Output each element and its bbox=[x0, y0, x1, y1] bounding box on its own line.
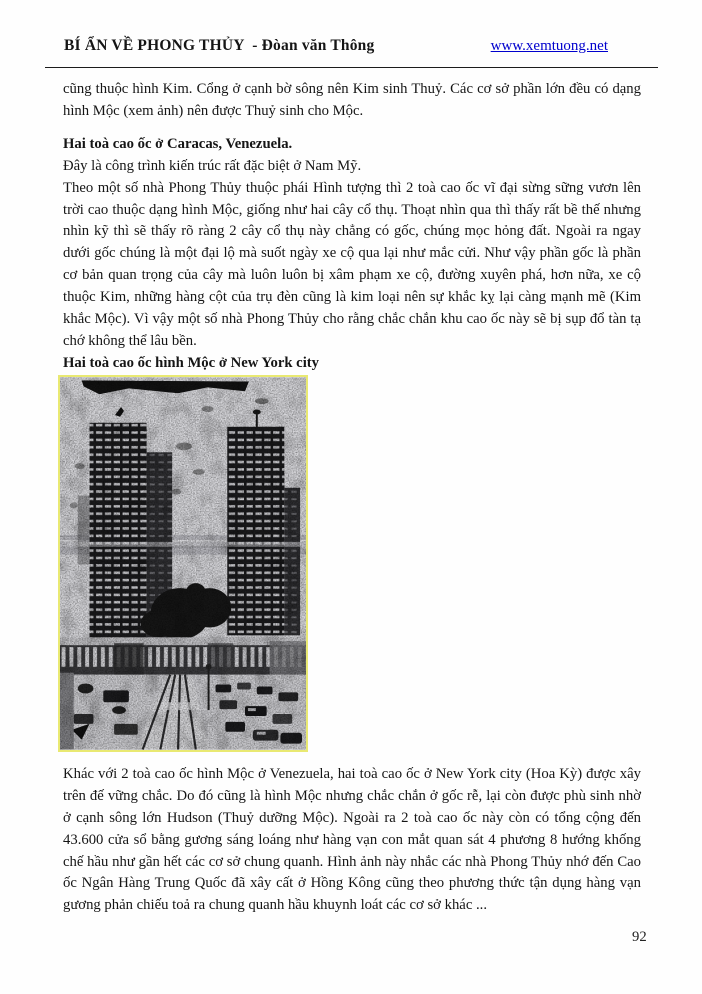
paragraph-caracas-analysis: Theo một số nhà Phong Thủy thuộc phái Hình tượng thì 2 toà cao ốc vĩ đại sừng sững vươn lên trời cao thuộc dạng hình Mộc, giống như hai cây cổ thụ. Thoạt nhìn qua thì thấy rất bề thế nhưng nhìn kỹ thì sẽ thấy rõ ràng 2 cây cổ thụ này chẳng có gốc, chúng mọc hỏng đất. Ngoài ra ngay dưới gốc chúng là một đại lộ mà suốt ngày xe cộ qua lại như mắc cửi. Như vậy phần gốc là phần cơ bản quan trọng của cây mà luôn luôn bị xâm phạm xe cộ, đường xuyên phá, hơn nữa, xe cộ thuộc Kim, những hàng cột của trụ đèn cũng là kim loại nên sự khắc kỵ lại càng mạnh mẽ (Kim khắc Mộc). Vì vậy một số nhà Phong Thủy cho rằng chắc chắn khu cao ốc này sẽ bị sụp đổ tàn tạ chớ không thể lâu bền. bbox=[63, 179, 641, 349]
document-body bbox=[63, 79, 641, 917]
paragraph-nam-my: Đây là công trình kiến trúc rất đặc biệt ở Nam Mỹ. bbox=[63, 157, 362, 174]
paragraph-kim-thuy: cũng thuộc hình Kim. Cổng ở cạnh bờ sông nên Kim sinh Thuỷ. Các cơ sở phần lớn đều có dạng hình Mộc (xem ảnh) nên được Thuỷ sinh cho Mộc. bbox=[63, 81, 641, 119]
twin-towers-photo-image bbox=[60, 377, 306, 750]
photo-blotch-overlay bbox=[60, 377, 306, 749]
website-link[interactable]: www.xemtuong.net bbox=[490, 38, 608, 54]
paragraph-newyork-analysis: Khác với 2 toà cao ốc hình Mộc ở Venezuela, hai toà cao ốc ở New York city (Hoa Kỳ) được xây trên đế vững chắc. Do đó cũng là hình Mộc nhưng chắc chắn ở gốc rễ, lại còn được phù sinh nhờ ở cạnh sông lớn Hudson (Thuỷ dưỡng Mộc). Ngoài ra 2 toà cao ốc này còn có tổng cộng đến 43.600 cửa sổ bằng gương sáng loáng như hàng vạn con mắt quan sát 4 phương 8 hướng khống chế hầu như gần hết các cơ sở chung quanh. Hình ảnh này nhắc các nhà Phong Thủy nhớ đến Cao ốc Ngân Hàng Trung Quốc đã xây cất ở Hồng Kông cũng theo phương thức tận dụng hàng vạn gương phản chiếu toả ra chung quanh hầu khuynh loát các cơ sở khác ... bbox=[63, 765, 641, 914]
document-title: BÍ ẨN VỀ PHONG THỦY - Đòan văn Thông bbox=[64, 37, 375, 54]
page-number: 92 bbox=[632, 929, 647, 945]
heading-newyork: Hai toà cao ốc hình Mộc ở New York city bbox=[63, 354, 320, 371]
page-header bbox=[45, 37, 658, 55]
header-divider bbox=[45, 67, 658, 68]
heading-caracas: Hai toà cao ốc ở Caracas, Venezuela. bbox=[63, 135, 293, 152]
twin-towers-photo bbox=[58, 375, 308, 752]
